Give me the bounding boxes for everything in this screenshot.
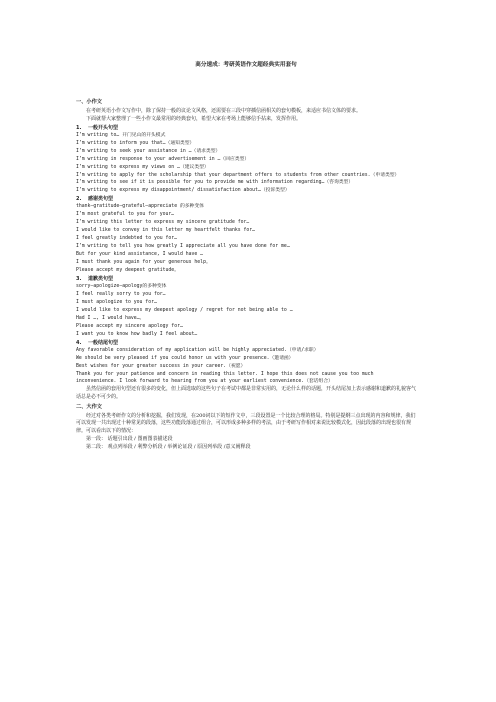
sentence-line: thank—gratitude—grateful—appreciate 的多种变体 [76, 203, 204, 209]
intro-paragraph-2: 下面就帮大家整理了一些小作文最常用的经典套句，希望大家在考场上能够信手拈来，发挥作用。 [86, 115, 302, 122]
subheading-title: 一般结尾句型 [88, 339, 119, 346]
paragraph-type-line-1: 第一段： 话题引出段 / 图画图表描述段 [86, 435, 173, 442]
sentence-line: I want you to know how badly I feel about… [76, 331, 198, 337]
subheading-number: 3. [76, 275, 82, 282]
sentence-line: I’m writing to… 开门见山的开头模式 [76, 132, 166, 138]
sentence-line: Best wishes for your greater success in your career.（祝愿） [76, 363, 246, 369]
document-title: 高分速成：考研英语作文超经典实用套句 [195, 62, 297, 68]
subheading-number: 4. [76, 339, 82, 346]
sentence-line: I would like to convey in this letter my heartfelt thanks for… [76, 227, 256, 233]
subheading-thanks-sentences [76, 195, 416, 203]
subheading-title: 一般开头句型 [88, 124, 119, 131]
sentence-line: I’m writing to see if it is possible for you to provide me with information regarding…（咨询类型） [76, 180, 354, 186]
intro-paragraph-1: 在考研英语小作文写作中，除了保持一般的议论文风格，还需要在三段中穿插信函相关的套句模板，来适应书信文体的要求。 [86, 108, 362, 114]
sentence-line: sorry—apologize—apology的多种变体 [76, 283, 167, 289]
sentence-line: I feel really sorry to you for… [76, 291, 166, 297]
paragraph-type-line-2: 第二段： 观点列举段 / 利弊分析段 / 举例论证段 / 原因列举段 /意义阐释段 [86, 443, 251, 450]
sentence-line: I would like to express my deepest apology / regret for not being able to … [76, 307, 293, 313]
sentence-line: Had I …, I would have…。 [76, 315, 145, 321]
sentence-line: Any favorable consideration of my application will be highly appreciated.（申请/求职） [76, 347, 319, 353]
section-heading-small-essay: 一、小作文 [76, 99, 102, 105]
subheading-closing-sentences [76, 339, 416, 347]
sentence-line: I’m writing this letter to express my sincere gratitude for… [76, 219, 250, 225]
subheading-number: 2. [76, 195, 82, 202]
sentence-line: Please accept my deepest gratitude。 [76, 267, 179, 273]
subheading-apology-sentences [76, 275, 416, 283]
sentence-line: I feel greatly indebted to you for… [76, 235, 178, 241]
subheading-title: 感谢类句型 [88, 195, 114, 202]
sentence-line: I’m writing to seek your assistance in …（请求类型） [76, 148, 221, 154]
document-page [76, 60, 416, 452]
sentence-line: I’m writing to express my disappointment/ dissatisfaction about…（投诉类型） [76, 187, 290, 193]
sentence-line: I’m writing in response to your advertisement in …（回应类型） [76, 156, 250, 162]
sentence-line: I must thank you again for your generous help。 [76, 259, 211, 265]
sentence-line: Please accept my sincere apology for… [76, 323, 183, 329]
sentence-line: I’m writing to apply for the scholarship that your department offers to students from other countries.（申请类型） [76, 172, 400, 178]
subheading-title: 道歉类句型 [88, 275, 114, 282]
sentence-line: I’m writing to express my views on …（建议类型） [76, 164, 209, 170]
sentence-line: I’m most grateful to you for your… [76, 211, 175, 217]
sentence-line: I must apologize to you for… [76, 299, 157, 305]
sentence-line: But for your kind assistance, I would have … [76, 251, 204, 257]
sentence-line: I’m writing to inform you that…（通知类型） [76, 140, 195, 146]
closing-note: 虽然信函的套用句型还有很多的变化，但上面选取的这些句子在考试中都是非常实用的，无论什么样的话题，开头结尾加上表示感谢和道歉的礼貌客气话总是必不可少的。 [76, 385, 417, 400]
section-heading-large-essay: 二、大作文 [76, 403, 102, 410]
sentence-line: Thank you for your patience and concern in reading this letter. I hope this does not cause you too much inconvenience. I look forward to hearing from you at your earliest convenience.（套话组合） [76, 371, 374, 385]
sentence-line: I’m writing to tell you how greatly I appreciate all you have done for me… [76, 243, 290, 249]
sentence-line: We should be very pleased if you could honor us with your presence.（邀请函） [76, 355, 294, 361]
large-essay-intro: 经过对各类考研作文的分析和挖掘，我们发现，在200词以下的短作文中，三段设置是一个比较合理的格局。特别是提纲三点出现的内容和规律，我们可以发现一共出现过十种常见的段落，这些功能段落通过组合，可以形成多种多样的考法，由于考研写作相对来说比较模式化，因此段落的出现也很有规律。可以看出以下的情况： [76, 412, 416, 435]
subheading-opening-sentences [76, 124, 416, 132]
subheading-number: 1. [76, 124, 82, 131]
